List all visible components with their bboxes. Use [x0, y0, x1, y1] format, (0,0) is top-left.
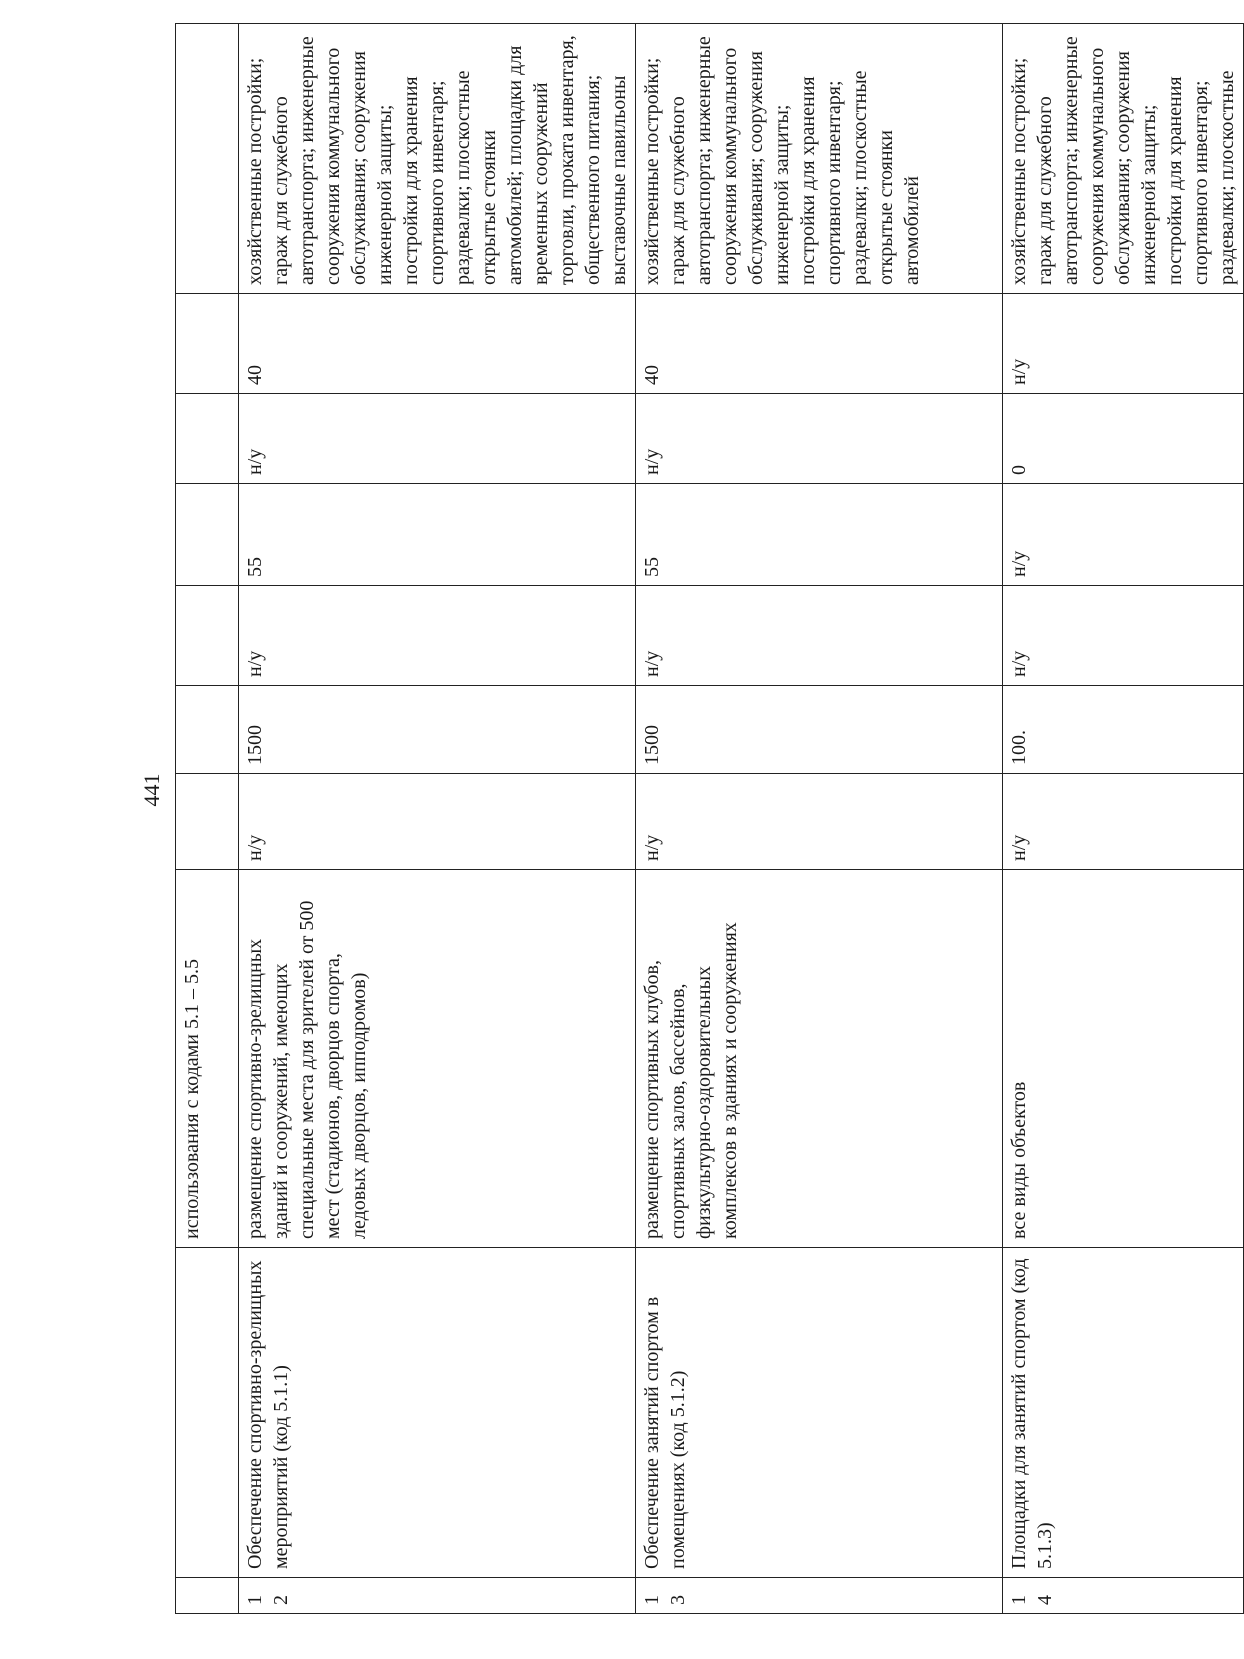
table-row-14 — [1003, 24, 1244, 1614]
rotated-table-wrapper — [175, 24, 1238, 1614]
land-use-type: Обеспечение занятий спортом в помещениях (код 5.1.2) — [636, 1248, 1003, 1578]
param-value-6: 40 — [239, 294, 636, 394]
cell-value — [176, 686, 239, 774]
auxiliary-uses: хозяйственные постройки; гараж для служебного автотранспорта; инженерные сооружения коммунального обслуживания; сооружения инженерной защиты; постройки для хранения спортивного инвентаря; раздевалки; плоскостные — [1003, 24, 1244, 294]
param-value-4: н/у — [1003, 484, 1244, 586]
param-value-6: 40 — [636, 294, 1003, 394]
cell-name — [176, 1248, 239, 1578]
auxiliary-uses: хозяйственные постройки; гараж для служебного автотранспорта; инженерные сооружения коммунального обслуживания; сооружения инженерной защиты; постройки для хранения спортивного инвентаря; раздевалки; плоскостные открытые стоянки автомобилей; площадки для временных сооружений торговли, проката инвентаря, общественного питания; выставочные павильоны — [239, 24, 636, 294]
land-use-type: Обеспечение спортивно-зрелищных мероприятий (код 5.1.1) — [239, 1248, 636, 1578]
cell-value — [176, 586, 239, 686]
row-number: 14 — [1003, 1578, 1244, 1614]
param-value-6: н/у — [1003, 294, 1244, 394]
param-value-4: 55 — [239, 484, 636, 586]
param-value-2: 100. — [1003, 686, 1244, 774]
param-value-3: н/у — [1003, 586, 1244, 686]
cell-auxiliary — [176, 24, 239, 294]
continuation-description: использования с кодами 5.1 – 5.5 — [181, 959, 203, 1239]
param-value-2: 1500 — [239, 686, 636, 774]
row-number: 13 — [636, 1578, 1003, 1614]
land-use-description: размещение спортивно-зрелищных зданий и сооружений, имеющих специальные места для зрителей от 500 мест (стадионов, дворцов спорта, ледовых дворцов, ипподромов) — [239, 870, 636, 1248]
page-number: 441 — [139, 773, 164, 807]
param-value-3: н/у — [239, 586, 636, 686]
table-row-12 — [239, 24, 636, 1614]
cell-value — [176, 394, 239, 484]
cell-value — [176, 294, 239, 394]
param-value-4: 55 — [636, 484, 1003, 586]
param-value-3: н/у — [636, 586, 1003, 686]
cell-value — [176, 484, 239, 586]
row-number: 12 — [239, 1578, 636, 1614]
cell-value — [176, 774, 239, 870]
param-value-1: н/у — [636, 774, 1003, 870]
param-value-5: н/у — [239, 394, 636, 484]
continuation-row — [176, 24, 239, 1614]
param-value-1: н/у — [1003, 774, 1244, 870]
cell-num — [176, 1578, 239, 1614]
param-value-5: н/у — [636, 394, 1003, 484]
table-row-13 — [636, 24, 1003, 1614]
regulations-table — [175, 23, 1244, 1614]
param-value-1: н/у — [239, 774, 636, 870]
land-use-description: размещение спортивных клубов, спортивных залов, бассейнов, физкультурно-оздоровительных комплексов в зданиях и сооружениях — [636, 870, 1003, 1248]
cell-description — [176, 870, 239, 1248]
param-value-2: 1500 — [636, 686, 1003, 774]
param-value-5: 0 — [1003, 394, 1244, 484]
land-use-description: все виды объектов — [1003, 870, 1244, 1248]
land-use-type: Площадки для занятий спортом (код 5.1.3) — [1003, 1248, 1244, 1578]
auxiliary-uses: хозяйственные постройки; гараж для служебного автотранспорта; инженерные сооружения коммунального обслуживания; сооружения инженерной защиты; постройки для хранения спортивного инвентаря; раздевалки; плоскостные открытые стоянки автомобилей — [636, 24, 1003, 294]
